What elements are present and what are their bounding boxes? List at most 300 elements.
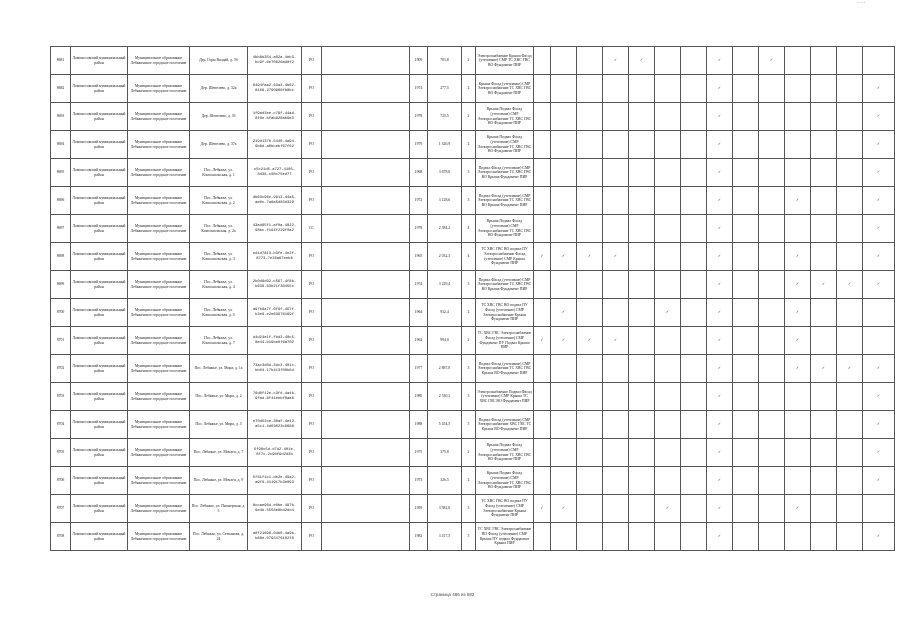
- table-row: [51, 75, 895, 103]
- checkmark-icon: ✓: [655, 495, 681, 523]
- checkmark-icon: ✓: [811, 271, 837, 299]
- empty-check-cell: [733, 299, 759, 327]
- empty-check-cell: [577, 299, 603, 327]
- works-list-cell: Крыша Подвал Фасад (утепление) СМР Электроснабжение ТС ХВС ГВС ВО Фундамент ПИР: [476, 439, 534, 467]
- empty-check-cell: [681, 131, 707, 159]
- empty-check-cell: [603, 159, 629, 187]
- empty-check-cell: [811, 159, 837, 187]
- empty-check-cell: [759, 271, 785, 299]
- empty-check-cell: [811, 467, 837, 495]
- empty-check-cell: [733, 327, 759, 355]
- empty-check-cell: [863, 495, 895, 523]
- address-cell: Дер. Шепелево, д. 33: [190, 103, 248, 131]
- empty-check-cell: [603, 103, 629, 131]
- empty-check-cell: [603, 187, 629, 215]
- works-list-cell: Подвал Фасад (утепление) СМР Электроснабжение ТС ХВС ГВС Крыша ВО Фундамент ПИР: [476, 355, 534, 383]
- empty-check-cell: [534, 215, 551, 243]
- row-number-cell: 8700: [51, 299, 71, 327]
- address-cell: Пос. Лебяжье, ул. Комсомольская, д. 7: [190, 327, 248, 355]
- empty-check-cell: [837, 327, 863, 355]
- municipality-cell: Муниципальное образование Лебяженское городское поселение: [128, 411, 190, 439]
- works-list-cell: ТС ХВС ГВС Электроснабжение ВО Фасад (утепление) СМР Крыша ПУ подвал Фундамент Крыша ПИР: [476, 523, 534, 551]
- table-row: [51, 495, 895, 523]
- empty-check-cell: [551, 467, 577, 495]
- empty-check-cell: [534, 75, 551, 103]
- checkmark-icon: ✓: [707, 215, 733, 243]
- empty-check-cell: [837, 131, 863, 159]
- area-cell: 3 582,0: [428, 495, 462, 523]
- row-number-cell: 8696: [51, 187, 71, 215]
- empty-check-cell: [603, 299, 629, 327]
- empty-check-cell: [551, 411, 577, 439]
- district-cell: Ломоносовский муниципальный район: [71, 495, 128, 523]
- empty-check-cell: [785, 411, 811, 439]
- empty-check-cell: [655, 327, 681, 355]
- empty-check-cell: [811, 523, 837, 551]
- house-id-cell: d4d24e1f-fbd2-40c5-8e44-b19be0f6a702: [248, 327, 302, 355]
- empty-check-cell: [577, 467, 603, 495]
- empty-check-cell: [785, 215, 811, 243]
- checkmark-icon: ✓: [785, 243, 811, 271]
- area-cell: 3 678,0: [428, 159, 462, 187]
- works-list-cell: Электроснабжение Крыша Фасад (утепление) СМР ТС ХВС ГВС ВО Фундамент ПИР: [476, 47, 534, 75]
- empty-check-cell: [534, 299, 551, 327]
- floors-cell: 2: [462, 75, 476, 103]
- management-form-cell: РО: [302, 327, 322, 355]
- empty-check-cell: [733, 75, 759, 103]
- blank-cell: [322, 327, 410, 355]
- checkmark-icon: ✓: [577, 327, 603, 355]
- area-cell: 994,0: [428, 327, 462, 355]
- blank-cell: [322, 383, 410, 411]
- build-year-cell: 1975: [410, 439, 428, 467]
- empty-check-cell: [811, 383, 837, 411]
- district-cell: Ломоносовский муниципальный район: [71, 47, 128, 75]
- blank-cell: [322, 47, 410, 75]
- empty-check-cell: [655, 439, 681, 467]
- empty-check-cell: [759, 103, 785, 131]
- empty-check-cell: [655, 215, 681, 243]
- district-cell: Ломоносовский муниципальный район: [71, 383, 128, 411]
- floors-cell: 3: [462, 271, 476, 299]
- empty-check-cell: [681, 271, 707, 299]
- checkmark-icon: ✓: [863, 243, 895, 271]
- empty-check-cell: [837, 215, 863, 243]
- management-form-cell: РО: [302, 159, 322, 187]
- empty-check-cell: [681, 355, 707, 383]
- empty-check-cell: [811, 439, 837, 467]
- blank-cell: [322, 75, 410, 103]
- house-id-cell: ed1d7813-b3fe-4e2f-8773-7e26a67eeb6: [248, 243, 302, 271]
- address-cell: Пос. Лебяжье, ул. Комсомольская, д. 3: [190, 243, 248, 271]
- empty-check-cell: [837, 243, 863, 271]
- blank-cell: [322, 467, 410, 495]
- build-year-cell: 1973: [410, 467, 428, 495]
- floors-cell: 4: [462, 215, 476, 243]
- empty-check-cell: [863, 47, 895, 75]
- works-list-cell: Электроснабжение Подвал Фасад (утепление) СМР Крыша ТС ХВС ГВС ВО Фундамент ПИР: [476, 383, 534, 411]
- empty-check-cell: [629, 75, 655, 103]
- empty-check-cell: [551, 383, 577, 411]
- address-cell: Пос. Лебяжье, ул. Комсомольская, д. 2а: [190, 215, 248, 243]
- checkmark-icon: ✓: [863, 215, 895, 243]
- address-cell: Пос. Лебяжье, ул. Степанова, д. 24: [190, 523, 248, 551]
- municipality-cell: Муниципальное образование Лебяженское городское поселение: [128, 495, 190, 523]
- empty-check-cell: [811, 243, 837, 271]
- blank-cell: [322, 215, 410, 243]
- empty-check-cell: [681, 411, 707, 439]
- checkmark-icon: ✓: [707, 47, 733, 75]
- area-cell: 2 584,2: [428, 215, 462, 243]
- checkmark-icon: ✓: [551, 327, 577, 355]
- empty-check-cell: [733, 495, 759, 523]
- empty-check-cell: [603, 75, 629, 103]
- empty-check-cell: [759, 439, 785, 467]
- table-row: [51, 299, 895, 327]
- table-row: [51, 47, 895, 75]
- management-form-cell: РО: [302, 411, 322, 439]
- empty-check-cell: [603, 467, 629, 495]
- floors-cell: 2: [462, 299, 476, 327]
- checkmark-icon: ✓: [707, 131, 733, 159]
- empty-check-cell: [534, 383, 551, 411]
- empty-check-cell: [681, 299, 707, 327]
- checkmark-icon: ✓: [577, 243, 603, 271]
- checkmark-icon: ✓: [603, 243, 629, 271]
- blank-cell: [322, 411, 410, 439]
- empty-check-cell: [655, 523, 681, 551]
- area-cell: 3 128,6: [428, 187, 462, 215]
- table-row: [51, 383, 895, 411]
- empty-check-cell: [785, 467, 811, 495]
- empty-check-cell: [655, 411, 681, 439]
- area-cell: 2 032,3: [428, 243, 462, 271]
- municipality-cell: Муниципальное образование Лебяженское городское поселение: [128, 215, 190, 243]
- floors-cell: 5: [462, 495, 476, 523]
- management-form-cell: РО: [302, 383, 322, 411]
- build-year-cell: 1977: [410, 355, 428, 383]
- house-id-cell: 1f9ad3ee-c78f-44ad-8f6e-bfab928ab9e3: [248, 103, 302, 131]
- management-form-cell: РО: [302, 187, 322, 215]
- address-cell: Дер. Горы Валдай, д. 5б: [190, 47, 248, 75]
- empty-check-cell: [629, 159, 655, 187]
- empty-check-cell: [863, 299, 895, 327]
- municipality-cell: Муниципальное образование Лебяженское городское поселение: [128, 383, 190, 411]
- municipality-cell: Муниципальное образование Лебяженское городское поселение: [128, 103, 190, 131]
- empty-check-cell: [681, 243, 707, 271]
- municipality-cell: Муниципальное образование Лебяженское городское поселение: [128, 467, 190, 495]
- address-cell: Пос. Лебяжье, ул. Пионерская, д. 5: [190, 495, 248, 523]
- district-cell: Ломоносовский муниципальный район: [71, 215, 128, 243]
- municipality-cell: Муниципальное образование Лебяженское городское поселение: [128, 75, 190, 103]
- district-cell: Ломоносовский муниципальный район: [71, 103, 128, 131]
- house-id-cell: 76d0f12e-c3fd-4a4b-9fad-8f41eebf0aa6: [248, 383, 302, 411]
- empty-check-cell: [655, 47, 681, 75]
- row-number-cell: 8682: [51, 75, 71, 103]
- house-id-cell: 2b0d6d92-c567-4f8b-b636-63b21f30455c: [248, 271, 302, 299]
- district-cell: Ломоносовский муниципальный район: [71, 439, 128, 467]
- empty-check-cell: [551, 187, 577, 215]
- floors-cell: 3: [462, 355, 476, 383]
- empty-check-cell: [759, 215, 785, 243]
- empty-check-cell: [681, 187, 707, 215]
- checkmark-icon: ✓: [707, 383, 733, 411]
- blank-cell: [322, 103, 410, 131]
- row-number-cell: 8699: [51, 271, 71, 299]
- address-cell: Пос. Лебяжье, ул. Мира, д. 2: [190, 383, 248, 411]
- empty-check-cell: [811, 327, 837, 355]
- works-list-cell: Крыша Подвал Фасад (утепление) СМР Электроснабжение ТС ХВС ГВС ВО Фундамент ПИР: [476, 103, 534, 131]
- empty-check-cell: [629, 327, 655, 355]
- empty-check-cell: [629, 355, 655, 383]
- empty-check-cell: [629, 131, 655, 159]
- district-cell: Ломоносовский муниципальный район: [71, 243, 128, 271]
- empty-check-cell: [551, 47, 577, 75]
- empty-check-cell: [603, 131, 629, 159]
- management-form-cell: РО: [302, 75, 322, 103]
- house-id-cell: db63c96c-9913-44a5-ae0c-7a6a5d83d329: [248, 187, 302, 215]
- empty-check-cell: [577, 131, 603, 159]
- empty-check-cell: [785, 383, 811, 411]
- checkmark-icon: ✓: [863, 159, 895, 187]
- house-id-cell: a8f21696-04b0-4a9b-b88e-0793476102f8: [248, 523, 302, 551]
- empty-check-cell: [733, 411, 759, 439]
- checkmark-icon: ✓: [863, 271, 895, 299]
- checkmark-icon: ✓: [603, 47, 629, 75]
- empty-check-cell: [785, 103, 811, 131]
- empty-check-cell: [534, 47, 551, 75]
- page-top-mark: - - -: [857, 0, 865, 6]
- empty-check-cell: [655, 355, 681, 383]
- checkmark-icon: ✓: [707, 187, 733, 215]
- area-cell: 701,8: [428, 47, 462, 75]
- empty-check-cell: [603, 355, 629, 383]
- empty-check-cell: [733, 47, 759, 75]
- empty-check-cell: [655, 131, 681, 159]
- empty-check-cell: [629, 439, 655, 467]
- address-cell: Пос. Лебяжье, ул. Комсомольская, д. 5: [190, 299, 248, 327]
- area-cell: 725,5: [428, 103, 462, 131]
- empty-check-cell: [811, 47, 837, 75]
- area-cell: 375,8: [428, 439, 462, 467]
- floors-cell: 2: [462, 439, 476, 467]
- works-list-cell: ТС ХВС ГВС ВО подвал ПУ Фасад (утепление) СМР Электроснабжение Крыша Фундамент ПИР: [476, 495, 534, 523]
- empty-check-cell: [837, 467, 863, 495]
- empty-check-cell: [759, 159, 785, 187]
- table-row: [51, 103, 895, 131]
- address-cell: Дер. Шепелево, д. 32а: [190, 75, 248, 103]
- empty-check-cell: [629, 411, 655, 439]
- empty-check-cell: [534, 131, 551, 159]
- empty-check-cell: [655, 159, 681, 187]
- checkmark-icon: ✓: [785, 299, 811, 327]
- empty-check-cell: [681, 495, 707, 523]
- empty-check-cell: [577, 47, 603, 75]
- empty-check-cell: [534, 187, 551, 215]
- floors-cell: 4: [462, 243, 476, 271]
- district-cell: Ломоносовский муниципальный район: [71, 159, 128, 187]
- empty-check-cell: [837, 495, 863, 523]
- empty-check-cell: [629, 103, 655, 131]
- works-list-cell: Крыша Подвал Фасад (утепление) СМР Электроснабжение ТС ХВС ГВС ВО Фундамент ПИР: [476, 467, 534, 495]
- district-cell: Ломоносовский муниципальный район: [71, 75, 128, 103]
- empty-check-cell: [733, 187, 759, 215]
- empty-check-cell: [551, 215, 577, 243]
- district-cell: Ломоносовский муниципальный район: [71, 467, 128, 495]
- empty-check-cell: [759, 327, 785, 355]
- table-row: [51, 271, 895, 299]
- empty-check-cell: [681, 467, 707, 495]
- empty-check-cell: [759, 243, 785, 271]
- checkmark-icon: ✓: [837, 355, 863, 383]
- checkmark-icon: ✓: [707, 467, 733, 495]
- empty-check-cell: [551, 355, 577, 383]
- empty-check-cell: [629, 523, 655, 551]
- empty-check-cell: [785, 75, 811, 103]
- empty-check-cell: [534, 523, 551, 551]
- empty-check-cell: [603, 523, 629, 551]
- municipality-cell: Муниципальное образование Лебяженское городское поселение: [128, 159, 190, 187]
- empty-check-cell: [759, 495, 785, 523]
- works-list-cell: Крыша Подвал Фасад (утепление) СМР Электроснабжение ТС ХВС ГВС ВО Фундамент ПИР: [476, 131, 534, 159]
- empty-check-cell: [733, 439, 759, 467]
- house-id-cell: 4bb8b354-a02a-4eb3-bc9f-6e70626ad0f2: [248, 47, 302, 75]
- house-id-cell: e70d52ce-30af-4e42-a5c1-4d63023c9688: [248, 411, 302, 439]
- empty-check-cell: [863, 327, 895, 355]
- municipality-cell: Муниципальное образование Лебяженское городское поселение: [128, 439, 190, 467]
- row-number-cell: 8681: [51, 47, 71, 75]
- address-cell: Пос. Лебяжье, ул. Мочаги, д. 7: [190, 439, 248, 467]
- checkmark-icon: ✓: [707, 271, 733, 299]
- checkmark-icon: ✓: [551, 243, 577, 271]
- empty-check-cell: [811, 495, 837, 523]
- address-cell: Пос. Лебяжье, ул. Комсомольская, д. 4: [190, 271, 248, 299]
- area-cell: 326,5: [428, 467, 462, 495]
- address-cell: Пос. Лебяжье, ул. Мира, д. 3: [190, 411, 248, 439]
- address-cell: Пос. Лебяжье, ул. Мира, д. 1а: [190, 355, 248, 383]
- district-cell: Ломоносовский муниципальный район: [71, 131, 128, 159]
- empty-check-cell: [681, 75, 707, 103]
- floors-cell: 3: [462, 159, 476, 187]
- district-cell: Ломоносовский муниципальный район: [71, 187, 128, 215]
- checkmark-icon: ✓: [863, 355, 895, 383]
- management-form-cell: РО: [302, 467, 322, 495]
- table-row: [51, 355, 895, 383]
- management-form-cell: РО: [302, 103, 322, 131]
- empty-check-cell: [733, 523, 759, 551]
- empty-check-cell: [534, 355, 551, 383]
- house-id-cell: 5f90c5d-d7d2-401e-8f7c-2c90f9d2d3b: [248, 439, 302, 467]
- checkmark-icon: ✓: [707, 327, 733, 355]
- blank-cell: [322, 187, 410, 215]
- checkmark-icon: ✓: [785, 187, 811, 215]
- checkmark-icon: ✓: [534, 243, 551, 271]
- empty-check-cell: [759, 187, 785, 215]
- empty-check-cell: [629, 467, 655, 495]
- works-list-cell: Крыша Подвал Фасад (утепление) СМР Электроснабжение ТС ХВС ГВС ВО Фундамент ПИР: [476, 215, 534, 243]
- management-form-cell: РО: [302, 271, 322, 299]
- empty-check-cell: [681, 523, 707, 551]
- table-row: [51, 159, 895, 187]
- empty-check-cell: [759, 523, 785, 551]
- empty-check-cell: [837, 523, 863, 551]
- empty-check-cell: [837, 47, 863, 75]
- build-year-cell: 1968: [410, 159, 428, 187]
- checkmark-icon: ✓: [785, 327, 811, 355]
- build-year-cell: 1962: [410, 327, 428, 355]
- empty-check-cell: [837, 439, 863, 467]
- checkmark-icon: ✓: [707, 75, 733, 103]
- checkmark-icon: ✓: [863, 411, 895, 439]
- empty-check-cell: [577, 75, 603, 103]
- management-form-cell: РО: [302, 131, 322, 159]
- municipality-cell: Муниципальное образование Лебяженское городское поселение: [128, 47, 190, 75]
- build-year-cell: 1959: [410, 495, 428, 523]
- management-form-cell: РО: [302, 495, 322, 523]
- management-form-cell: РО: [302, 439, 322, 467]
- empty-check-cell: [655, 103, 681, 131]
- blank-cell: [322, 243, 410, 271]
- management-form-cell: РО: [302, 47, 322, 75]
- empty-check-cell: [733, 271, 759, 299]
- build-year-cell: 1972: [410, 187, 428, 215]
- empty-check-cell: [759, 383, 785, 411]
- row-number-cell: 8693: [51, 103, 71, 131]
- empty-check-cell: [837, 299, 863, 327]
- area-cell: 2 530,3: [428, 383, 462, 411]
- floors-cell: 2: [462, 103, 476, 131]
- empty-check-cell: [577, 355, 603, 383]
- checkmark-icon: ✓: [551, 495, 577, 523]
- empty-check-cell: [837, 103, 863, 131]
- empty-check-cell: [681, 47, 707, 75]
- municipality-cell: Муниципальное образование Лебяженское городское поселение: [128, 131, 190, 159]
- table-row: [51, 439, 895, 467]
- empty-check-cell: [551, 159, 577, 187]
- area-cell: 932,4: [428, 299, 462, 327]
- build-year-cell: 1980: [410, 383, 428, 411]
- table-row: [51, 243, 895, 271]
- empty-check-cell: [681, 103, 707, 131]
- empty-check-cell: [837, 159, 863, 187]
- empty-check-cell: [655, 383, 681, 411]
- table-row: [51, 327, 895, 355]
- floors-cell: 2: [462, 467, 476, 495]
- area-cell: 2 887,0: [428, 355, 462, 383]
- address-cell: Пос. Лебяжье, ул. Комсомольская, д. 2: [190, 187, 248, 215]
- empty-check-cell: [629, 215, 655, 243]
- checkmark-icon: ✓: [759, 47, 785, 75]
- empty-check-cell: [655, 187, 681, 215]
- table-row: [51, 467, 895, 495]
- empty-check-cell: [534, 271, 551, 299]
- empty-check-cell: [629, 271, 655, 299]
- management-form-cell: СС: [302, 215, 322, 243]
- empty-check-cell: [551, 75, 577, 103]
- checkmark-icon: ✓: [785, 495, 811, 523]
- row-number-cell: 8702: [51, 355, 71, 383]
- empty-check-cell: [733, 355, 759, 383]
- build-year-cell: 1979: [410, 131, 428, 159]
- checkmark-icon: ✓: [534, 327, 551, 355]
- checkmark-icon: ✓: [863, 383, 895, 411]
- empty-check-cell: [655, 75, 681, 103]
- municipality-cell: Муниципальное образование Лебяженское городское поселение: [128, 187, 190, 215]
- empty-check-cell: [837, 411, 863, 439]
- empty-check-cell: [733, 131, 759, 159]
- empty-check-cell: [837, 75, 863, 103]
- area-cell: 5 454,5: [428, 411, 462, 439]
